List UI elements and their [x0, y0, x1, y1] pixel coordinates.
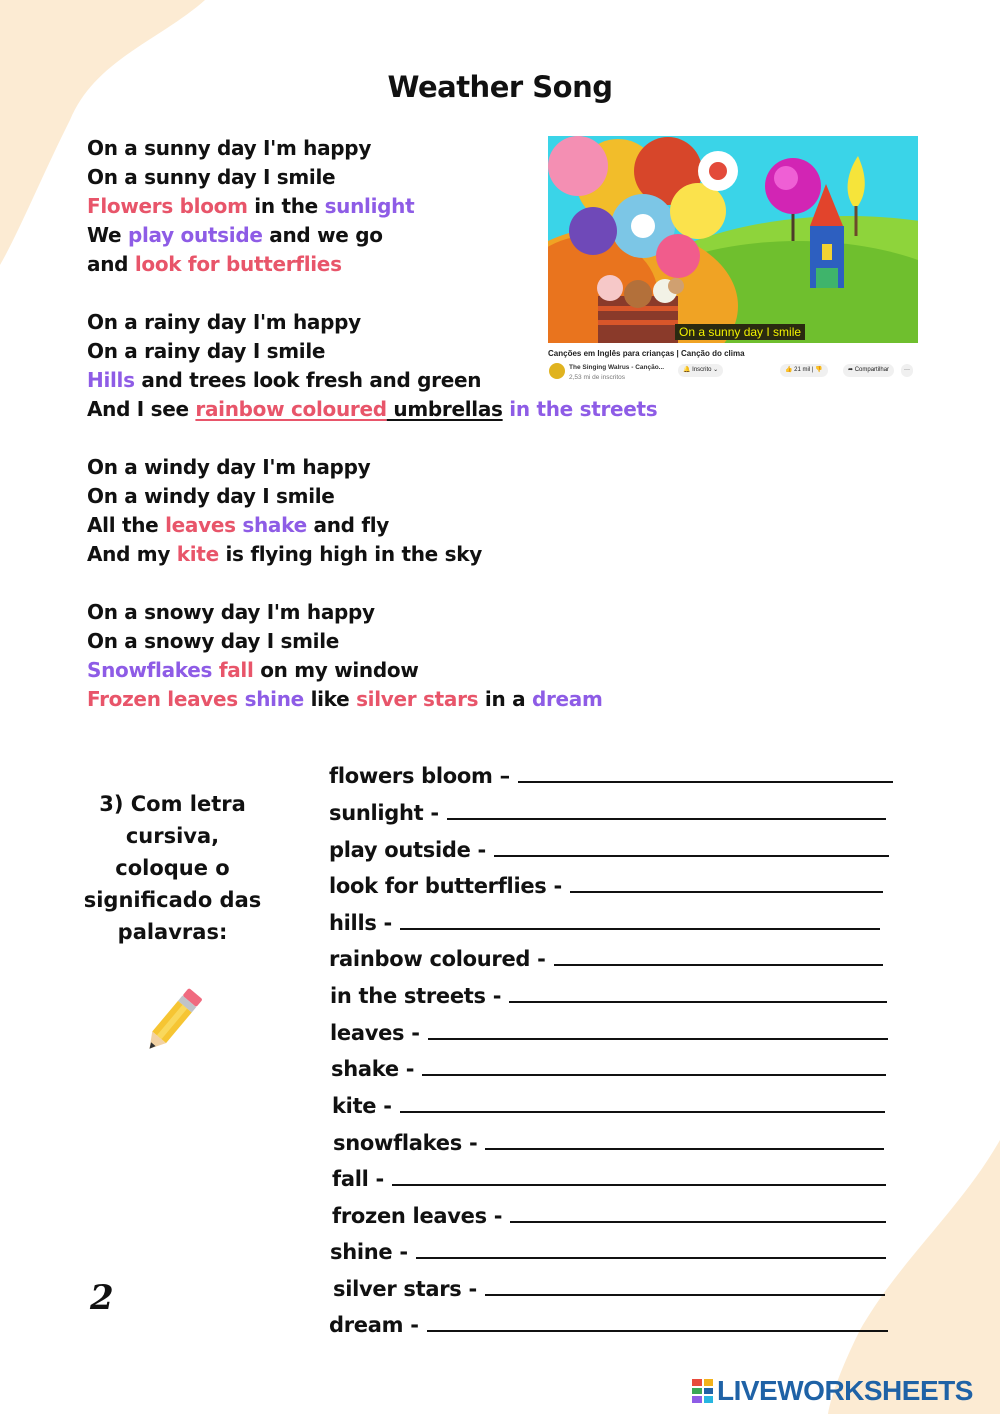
- vocabulary-row: [329, 874, 883, 898]
- answer-blank-line[interactable]: [485, 1148, 884, 1150]
- vocabulary-word: sunlight -: [329, 801, 439, 825]
- lyrics-text: We: [87, 223, 128, 247]
- answer-blank-line[interactable]: [428, 1038, 888, 1040]
- vocabulary-row: [329, 1313, 888, 1337]
- vocabulary-word: dream -: [329, 1313, 419, 1337]
- highlighted-word: fall: [218, 658, 254, 682]
- vocabulary-word: in the streets -: [330, 984, 502, 1008]
- vocabulary-word: leaves -: [330, 1021, 420, 1045]
- vocabulary-word: rainbow coloured -: [329, 947, 546, 971]
- like-button[interactable]: 👍 21 mil | 👎: [780, 364, 828, 377]
- exercise-instruction: 3) Com letra cursiva, coloque o significado das palavras:: [83, 792, 262, 944]
- video-thumbnail[interactable]: [548, 136, 918, 343]
- vocabulary-row: [332, 1204, 886, 1228]
- vocabulary-word: hills -: [329, 911, 392, 935]
- highlighted-word: Hills: [87, 368, 135, 392]
- highlighted-word: Snowflakes: [87, 658, 213, 682]
- lyrics-text: on my window: [253, 658, 419, 682]
- lyrics-line: [87, 656, 657, 685]
- vocabulary-row: [332, 1094, 885, 1118]
- chevron-down-icon: ⌄: [713, 367, 719, 373]
- lyrics-text: and fly: [306, 513, 390, 537]
- answer-blank-line[interactable]: [509, 1001, 887, 1003]
- answer-blank-line[interactable]: [400, 1111, 885, 1113]
- lyrics-line: [87, 685, 657, 714]
- channel-avatar[interactable]: [549, 363, 565, 379]
- vocabulary-word: play outside -: [329, 838, 486, 862]
- answer-blank-line[interactable]: [422, 1074, 886, 1076]
- answer-blank-line[interactable]: [510, 1221, 886, 1223]
- lyrics-text: and: [87, 252, 135, 276]
- vocabulary-row: [330, 1240, 886, 1264]
- vocabulary-row: [329, 911, 880, 935]
- lyrics-line: [87, 540, 657, 569]
- subscribed-label: Inscrito: [692, 367, 712, 373]
- lyrics-text: On a snowy day I smile: [87, 629, 340, 653]
- lyrics-text: and we go: [262, 223, 383, 247]
- lyrics-text: On a snowy day I'm happy: [87, 600, 375, 624]
- liveworksheets-logo-icon: [692, 1379, 713, 1403]
- lyrics-text: [238, 687, 245, 711]
- vocabulary-word: fall -: [332, 1167, 384, 1191]
- lyrics-text: On a sunny day I smile: [87, 165, 336, 189]
- lyrics-text: And my: [87, 542, 177, 566]
- answer-blank-line[interactable]: [416, 1257, 886, 1259]
- answer-blank-line[interactable]: [518, 781, 893, 783]
- answer-blank-line[interactable]: [485, 1294, 885, 1296]
- highlighted-word: in the streets: [502, 397, 658, 421]
- pencil-icon: [135, 985, 210, 1060]
- highlighted-word: play outside: [127, 223, 263, 247]
- highlighted-word: shake: [242, 513, 307, 537]
- lyrics-text: is flying high in the sky: [218, 542, 482, 566]
- answer-blank-line[interactable]: [400, 928, 880, 930]
- channel-name[interactable]: The Singing Walrus - Canção...: [569, 364, 665, 371]
- lyrics-text: All the: [87, 513, 166, 537]
- lyrics-line: [87, 598, 657, 627]
- vocabulary-word: flowers bloom –: [329, 764, 510, 788]
- lyrics-text: On a windy day I smile: [87, 484, 335, 508]
- thumbs-up-icon: 👍: [785, 367, 793, 373]
- lyrics-line: [87, 627, 657, 656]
- highlighted-word: shine: [244, 687, 304, 711]
- lyrics-text: And I see: [87, 397, 196, 421]
- highlighted-word: look for butterflies: [134, 252, 342, 276]
- channel-subscribers: 2,53 mi de inscritos: [569, 374, 625, 381]
- answer-blank-line[interactable]: [392, 1184, 886, 1186]
- highlighted-word: leaves: [165, 513, 236, 537]
- bell-icon: 🔔: [683, 367, 691, 373]
- answer-blank-line[interactable]: [494, 855, 889, 857]
- like-count: 21 mil: [794, 367, 811, 373]
- more-actions-button[interactable]: ···: [901, 364, 913, 377]
- share-label: Compartilhar: [854, 367, 890, 373]
- lyrics-text: On a windy day I'm happy: [87, 455, 371, 479]
- highlighted-word: sunlight: [324, 194, 415, 218]
- vocabulary-word: shake -: [331, 1057, 415, 1081]
- highlighted-word: kite: [176, 542, 219, 566]
- worksheet-title: Weather Song: [387, 70, 613, 104]
- lyrics-text: like: [303, 687, 357, 711]
- video-subtitle-caption: On a sunny day I smile: [675, 324, 805, 340]
- video-meta-bar: [548, 361, 918, 385]
- cartoon-scene-illustration: [548, 136, 918, 343]
- video-embed[interactable]: [548, 136, 918, 385]
- vocabulary-word: frozen leaves -: [332, 1204, 503, 1228]
- vocabulary-word: shine -: [330, 1240, 408, 1264]
- share-icon: ➦: [848, 367, 854, 373]
- lyrics-line: [87, 395, 657, 424]
- lyrics-text: in the: [247, 194, 325, 218]
- lyrics-text: On a rainy day I smile: [87, 339, 326, 363]
- vocabulary-row: [329, 838, 889, 862]
- thumbs-down-icon: 👎: [815, 367, 823, 373]
- highlighted-word: rainbow coloured: [195, 397, 387, 421]
- page-number: 2: [90, 1278, 114, 1318]
- lyrics-line: [87, 482, 657, 511]
- vocabulary-row: [329, 947, 883, 971]
- lyrics-stanza: [87, 598, 657, 714]
- vocabulary-row: [330, 1021, 888, 1045]
- vocabulary-word: snowflakes -: [333, 1131, 478, 1155]
- vocabulary-row: [329, 764, 893, 788]
- highlighted-word: silver stars: [356, 687, 479, 711]
- answer-blank-line[interactable]: [427, 1330, 888, 1332]
- lyrics-text: in a: [478, 687, 532, 711]
- vocabulary-row: [333, 1277, 885, 1301]
- vocabulary-row: [330, 984, 887, 1008]
- highlighted-word: umbrellas: [386, 397, 503, 421]
- lyrics-text: On a sunny day I'm happy: [87, 136, 372, 160]
- subscribed-button[interactable]: [678, 364, 723, 377]
- answer-blank-line[interactable]: [554, 964, 883, 966]
- highlighted-word: dream: [531, 687, 603, 711]
- lyrics-text: and trees look fresh and green: [134, 368, 482, 392]
- highlighted-word: Frozen leaves: [87, 687, 238, 711]
- share-button[interactable]: [843, 364, 894, 377]
- video-title[interactable]: Canções em Inglês para crianças | Canção do clima: [548, 349, 745, 358]
- answer-blank-line[interactable]: [447, 818, 886, 820]
- answer-blank-line[interactable]: [570, 891, 883, 893]
- vocabulary-row: [331, 1057, 886, 1081]
- liveworksheets-logo[interactable]: [692, 1375, 973, 1407]
- lyrics-line: [87, 511, 657, 540]
- vocabulary-word: look for butterflies -: [329, 874, 562, 898]
- lyrics-text: [212, 658, 219, 682]
- vocabulary-row: [332, 1167, 886, 1191]
- liveworksheets-logo-text: LIVEWORKSHEETS: [717, 1375, 973, 1406]
- lyrics-text: On a rainy day I'm happy: [87, 310, 361, 334]
- vocabulary-word: kite -: [332, 1094, 392, 1118]
- lyrics-stanza: [87, 453, 657, 569]
- highlighted-word: Flowers bloom: [87, 194, 248, 218]
- lyrics-line: [87, 453, 657, 482]
- vocabulary-word: silver stars -: [333, 1277, 477, 1301]
- vocabulary-row: [333, 1131, 884, 1155]
- vocabulary-row: [329, 801, 886, 825]
